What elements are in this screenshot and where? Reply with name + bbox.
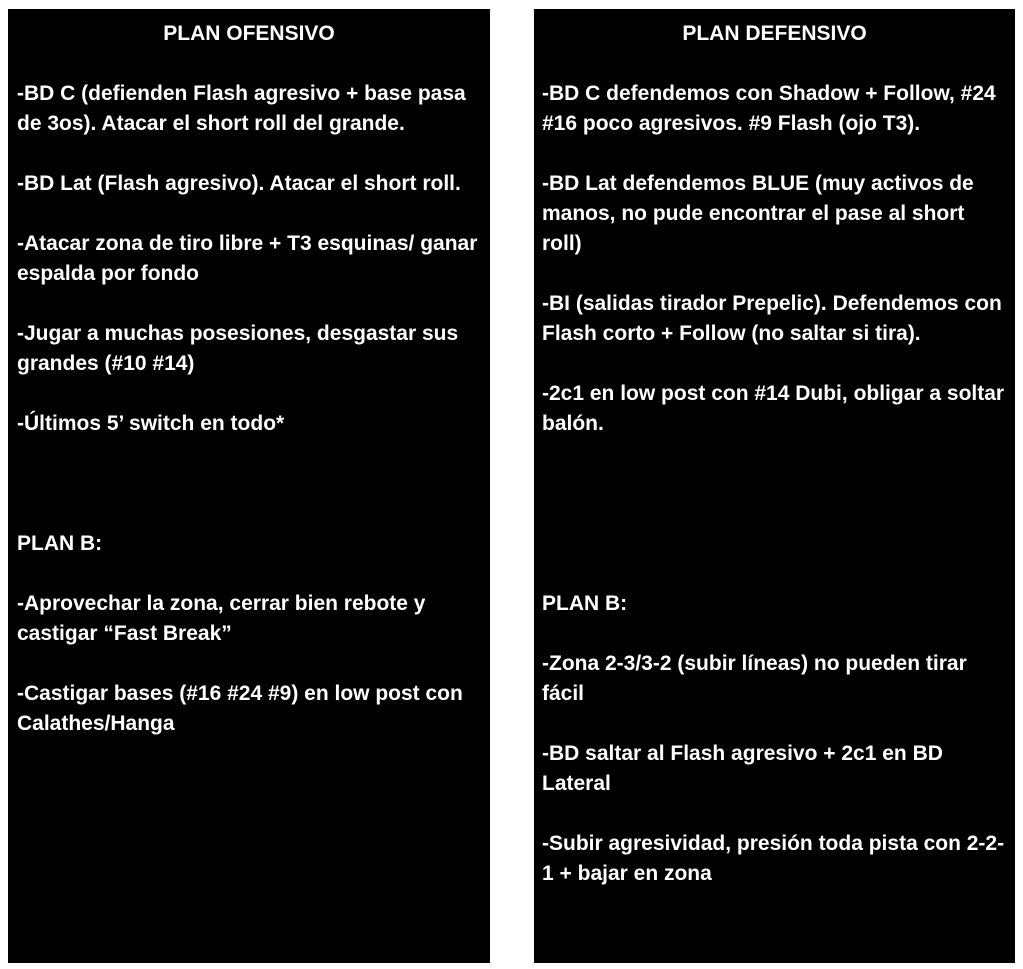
defensive-item-3: -BI (salidas tirador Prepelic). Defendemos con Flash corto + Follow (no saltar si tira). <box>542 292 1002 345</box>
spacer <box>534 259 1015 289</box>
defensive-plan-panel <box>534 9 1015 963</box>
offensive-planb-item-1: -Aprovechar la zona, cerrar bien rebote y castigar “Fast Break” <box>17 592 426 645</box>
offensive-plan-panel <box>8 9 490 963</box>
defensive-item-2: -BD Lat defendemos BLUE (muy activos de manos, no pude encontrar el pase al short roll) <box>542 172 974 255</box>
offensive-plan-title: PLAN OFENSIVO <box>163 22 335 45</box>
spacer <box>534 499 1015 529</box>
spacer <box>8 289 490 319</box>
spacer <box>534 619 1015 649</box>
offensive-item-3: -Atacar zona de tiro libre + T3 esquinas/ ganar espalda por fondo <box>17 232 478 285</box>
spacer <box>534 469 1015 499</box>
spacer <box>8 199 490 229</box>
offensive-item-5: -Últimos 5’ switch en todo* <box>17 412 285 435</box>
defensive-item-1: -BD C defendemos con Shadow + Follow, #24 #16 poco agresivos. #9 Flash (ojo T3). <box>542 82 996 135</box>
spacer <box>534 49 1015 79</box>
spacer <box>534 349 1015 379</box>
offensive-planb-title: PLAN B: <box>17 532 103 555</box>
defensive-plan-title: PLAN DEFENSIVO <box>682 22 867 45</box>
defensive-planb-title: PLAN B: <box>542 592 628 615</box>
spacer <box>8 49 490 79</box>
spacer <box>8 379 490 409</box>
spacer <box>534 439 1015 469</box>
spacer <box>534 559 1015 589</box>
offensive-item-4: -Jugar a muchas posesiones, desgastar sus grandes (#10 #14) <box>17 322 459 375</box>
spacer <box>534 139 1015 169</box>
offensive-item-2: -BD Lat (Flash agresivo). Atacar el short roll. <box>17 172 461 195</box>
defensive-planb-item-2: -BD saltar al Flash agresivo + 2c1 en BD Lateral <box>542 742 943 795</box>
spacer <box>534 529 1015 559</box>
offensive-planb-item-2: -Castigar bases (#16 #24 #9) en low post con Calathes/Hanga <box>17 682 463 735</box>
offensive-item-1: -BD C (defienden Flash agresivo + base pasa de 3os). Atacar el short roll del grande. <box>17 82 466 135</box>
defensive-planb-item-1: -Zona 2-3/3-2 (subir líneas) no pueden tirar fácil <box>542 652 967 705</box>
spacer <box>8 499 490 529</box>
defensive-planb-item-3: -Subir agresividad, presión toda pista con 2-2-1 + bajar en zona <box>542 832 1005 885</box>
spacer <box>8 649 490 679</box>
spacer <box>8 139 490 169</box>
spacer <box>534 709 1015 739</box>
defensive-item-4: -2c1 en low post con #14 Dubi, obligar a soltar balón. <box>542 382 1005 435</box>
spacer <box>534 799 1015 829</box>
spacer <box>8 469 490 499</box>
spacer <box>8 439 490 469</box>
spacer <box>8 559 490 589</box>
